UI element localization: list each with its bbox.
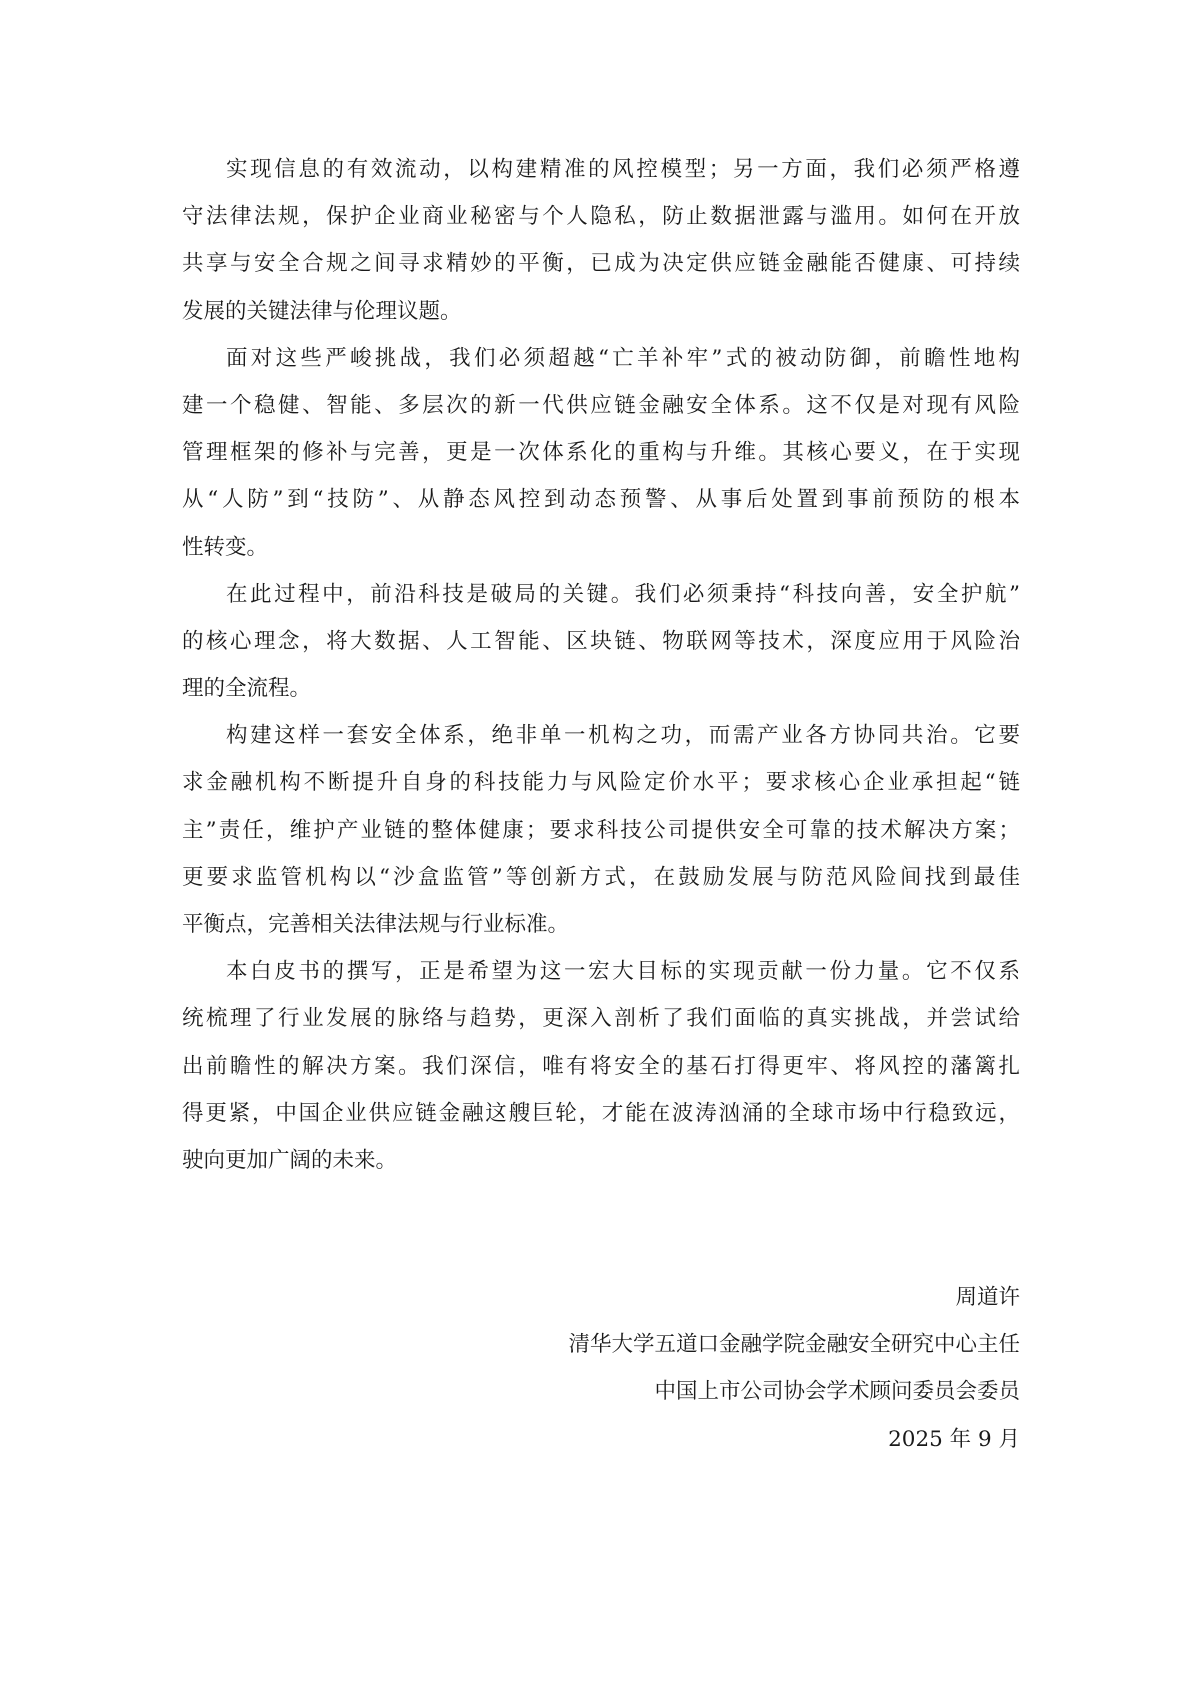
text-line: 主”责任，维护产业链的整体健康；要求科技公司提供安全可靠的技术解决方案；	[182, 817, 1020, 843]
paragraph	[182, 948, 1020, 1184]
text-line: 本白皮书的撰写，正是希望为这一宏大目标的实现贡献一份力量。它不仅系	[226, 959, 1020, 985]
text-line: 平衡点，完善相关法律法规与行业标准。	[182, 912, 570, 937]
document-body	[182, 146, 1020, 1184]
text-line: 驶向更加广阔的未来。	[182, 1147, 398, 1173]
text-line: 管理框架的修补与完善，更是一次体系化的重构与升维。其核心要义，在于实现	[182, 440, 1020, 466]
text-line: 面对这些严峻挑战，我们必须超越“亡羊补牢”式的被动防御，前瞻性地构	[226, 345, 1020, 371]
text-line: 建一个稳健、智能、多层次的新一代供应链金融安全体系。这不仅是对现有风险	[182, 392, 1020, 418]
paragraph	[182, 335, 1020, 571]
text-line: 更要求监管机构以“沙盒监管”等创新方式，在鼓励发展与防范风险间找到最佳	[182, 864, 1020, 890]
text-line: 守法律法规，保护企业商业秘密与个人隐私，防止数据泄露与滥用。如何在开放	[182, 204, 1020, 230]
text-line: 发展的关键法律与伦理议题。	[182, 298, 462, 324]
text-line: 求金融机构不断提升自身的科技能力与风险定价水平；要求核心企业承担起“链	[182, 770, 1020, 796]
paragraph	[182, 146, 1020, 335]
text-line: 构建这样一套安全体系，绝非单一机构之功，而需产业各方协同共治。它要	[226, 723, 1020, 749]
author-title-2: 中国上市公司协会学术顾问委员会委员	[654, 1379, 1020, 1405]
text-line: 共享与安全合规之间寻求精妙的平衡，已成为决定供应链金融能否健康、可持续	[182, 251, 1020, 277]
paragraph	[182, 712, 1020, 948]
text-line: 的核心理念，将大数据、人工智能、区块链、物联网等技术，深度应用于风险治	[182, 628, 1020, 654]
paragraph	[182, 571, 1020, 713]
text-line: 在此过程中，前沿科技是破局的关键。我们必须秉持“科技向善，安全护航”	[226, 581, 1020, 607]
text-line: 从“人防”到“技防”、从静态风控到动态预警、从事后处置到事前预防的根本	[182, 487, 1020, 513]
text-line: 统梳理了行业发展的脉络与趋势，更深入剖析了我们面临的真实挑战，并尝试给	[182, 1006, 1020, 1032]
author-name: 周道许	[955, 1285, 1020, 1310]
signature-block	[568, 1274, 1020, 1463]
text-line: 出前瞻性的解决方案。我们深信，唯有将安全的基石打得更牢、将风控的藩篱扎	[182, 1053, 1020, 1079]
text-line: 性转变。	[182, 534, 269, 560]
text-line: 得更紧，中国企业供应链金融这艘巨轮，才能在波涛汹涌的全球市场中行稳致远，	[182, 1100, 1020, 1126]
text-line: 理的全流程。	[182, 676, 312, 702]
author-title-1: 清华大学五道口金融学院金融安全研究中心主任	[568, 1332, 1020, 1358]
text-line: 实现信息的有效流动，以构建精准的风控模型；另一方面，我们必须严格遵	[226, 157, 1020, 182]
signature-date: 2025 年 9 月	[888, 1426, 1020, 1452]
